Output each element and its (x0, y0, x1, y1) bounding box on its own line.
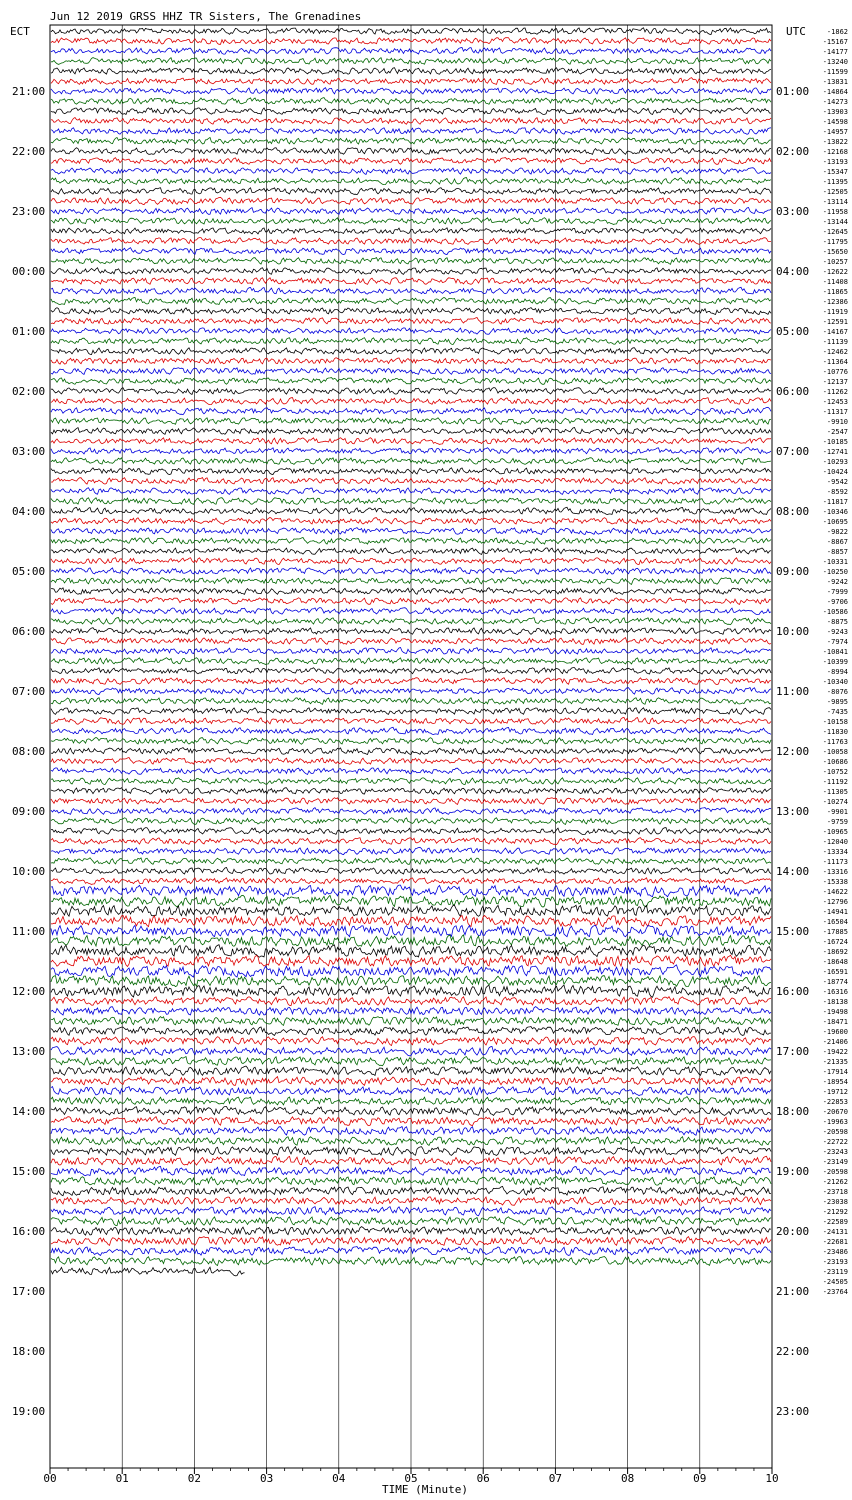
trace-offset-label: -14598 (822, 118, 848, 126)
trace-offset-label: -15347 (822, 168, 848, 176)
trace-offset-label: -9759 (826, 818, 848, 826)
trace-offset-label: -20598 (822, 1128, 848, 1136)
trace-offset-label: -23486 (822, 1248, 848, 1256)
trace-offset-label: -2547 (826, 428, 848, 436)
trace-offset-label: -10752 (822, 768, 848, 776)
right-hour-label: 09:00 (776, 565, 810, 578)
right-hour-label: 12:00 (776, 745, 810, 758)
trace-offset-label: -23119 (822, 1268, 848, 1276)
trace-offset-label: -13822 (822, 138, 848, 146)
trace-offset-label: -12168 (822, 148, 848, 156)
right-hour-label: 17:00 (776, 1045, 810, 1058)
left-hour-label: 02:00 (12, 385, 46, 398)
trace-offset-label: -11763 (822, 738, 848, 746)
trace-offset-label: -10274 (822, 798, 848, 806)
trace-offset-label: -10185 (822, 438, 848, 446)
trace-offset-label: -12040 (822, 838, 848, 846)
trace-offset-label: -17885 (822, 928, 848, 936)
trace-offset-label: -14941 (822, 908, 848, 916)
trace-offset-label: -14957 (822, 128, 848, 136)
trace-offset-label: -7435 (826, 708, 848, 716)
x-tick-label: 03 (259, 1472, 274, 1485)
trace-offset-label: -10586 (822, 608, 848, 616)
trace-offset-label: -22853 (822, 1098, 848, 1106)
trace-offset-label: -12591 (822, 318, 848, 326)
right-hour-label: 07:00 (776, 445, 810, 458)
right-hour-label: 13:00 (776, 805, 810, 818)
x-tick-label: 02 (187, 1472, 202, 1485)
trace-offset-label: -8867 (826, 538, 848, 546)
x-tick-label: 08 (620, 1472, 635, 1485)
left-hour-label: 13:00 (12, 1045, 46, 1058)
left-hour-label: 19:00 (12, 1405, 46, 1418)
trace-offset-label: -11139 (822, 338, 848, 346)
x-tick-label: 04 (332, 1472, 346, 1485)
trace-offset-label: -9895 (826, 698, 848, 706)
trace-offset-label: -13831 (822, 78, 848, 86)
trace-offset-label: -10424 (822, 468, 848, 476)
trace-offset-label: -13316 (822, 868, 848, 876)
right-hour-label: 11:00 (776, 685, 810, 698)
trace-offset-label: -11919 (822, 308, 848, 316)
trace-offset-label: -13193 (822, 158, 848, 166)
left-hour-label: 00:00 (12, 265, 46, 278)
trace-offset-label: -16504 (822, 918, 848, 926)
x-tick-label: 05 (404, 1472, 418, 1485)
trace-offset-label: -9910 (826, 418, 848, 426)
trace-offset-label: -10250 (822, 568, 848, 576)
left-hour-label: 11:00 (12, 925, 46, 938)
left-hour-label: 05:00 (12, 565, 46, 578)
trace-offset-label: -18692 (822, 948, 848, 956)
right-hour-label: 14:00 (776, 865, 810, 878)
trace-offset-label: -10340 (822, 678, 848, 686)
trace-offset-label: -11865 (822, 288, 848, 296)
right-hour-label: 21:00 (776, 1285, 810, 1298)
trace-offset-label: -16316 (822, 988, 848, 996)
trace-offset-label: -22722 (822, 1138, 848, 1146)
left-hour-label: 23:00 (12, 205, 46, 218)
left-timezone-label: ECT (10, 25, 30, 38)
trace-offset-label: -11173 (822, 858, 848, 866)
trace-offset-label: -20670 (822, 1108, 848, 1116)
right-hour-label: 06:00 (776, 385, 810, 398)
trace-offset-label: -21292 (822, 1208, 848, 1216)
trace-offset-label: -8076 (826, 688, 848, 696)
trace-offset-label: -19712 (822, 1088, 848, 1096)
trace-offset-label: -18648 (822, 958, 848, 966)
trace-offset-label: -13114 (822, 198, 848, 206)
trace-offset-label: -12462 (822, 348, 848, 356)
trace-offset-label: -13903 (822, 108, 848, 116)
trace-offset-label: -9822 (826, 528, 848, 536)
trace-offset-label: -16724 (822, 938, 848, 946)
right-hour-label: 04:00 (776, 265, 810, 278)
right-hour-label: 15:00 (776, 925, 810, 938)
trace-offset-label: -8994 (826, 668, 848, 676)
x-tick-label: 01 (115, 1472, 129, 1485)
right-hour-label: 03:00 (776, 205, 810, 218)
trace-offset-label: -10257 (822, 258, 848, 266)
trace-offset-label: -10965 (822, 828, 848, 836)
right-hour-label: 16:00 (776, 985, 810, 998)
trace-offset-label: -18471 (822, 1018, 848, 1026)
left-hour-label: 09:00 (12, 805, 46, 818)
trace-offset-label: -11958 (822, 208, 848, 216)
left-hour-label: 18:00 (12, 1345, 46, 1358)
left-hour-label: 01:00 (12, 325, 46, 338)
trace-offset-label: -13240 (822, 58, 848, 66)
trace-offset-label: -14273 (822, 98, 848, 106)
trace-offset-label: -8857 (826, 548, 848, 556)
trace-offset-label: -10686 (822, 758, 848, 766)
trace-offset-label: -18954 (822, 1078, 848, 1086)
trace-offset-label: -12622 (822, 268, 848, 276)
trace-offset-label: -12505 (822, 188, 848, 196)
trace-offset-label: -18138 (822, 998, 848, 1006)
trace-offset-label: -10399 (822, 658, 848, 666)
trace-offset-label: -10058 (822, 748, 848, 756)
trace-offset-label: -12796 (822, 898, 848, 906)
trace-offset-label: -23764 (822, 1288, 848, 1296)
right-hour-label: 08:00 (776, 505, 810, 518)
left-hour-label: 14:00 (12, 1105, 46, 1118)
right-hour-label: 10:00 (776, 625, 810, 638)
trace-offset-label: -23038 (822, 1198, 848, 1206)
trace-offset-label: -21262 (822, 1178, 848, 1186)
trace-offset-label: -19498 (822, 1008, 848, 1016)
trace-offset-label: -10346 (822, 508, 848, 516)
trace-offset-label: -11364 (822, 358, 848, 366)
left-hour-label: 07:00 (12, 685, 46, 698)
trace-offset-label: -12741 (822, 448, 848, 456)
left-hour-label: 04:00 (12, 505, 46, 518)
trace-offset-label: -11830 (822, 728, 848, 736)
trace-offset-label: -1862 (826, 28, 848, 36)
trace-offset-label: -11599 (822, 68, 848, 76)
x-tick-label: 07 (548, 1472, 563, 1485)
right-hour-label: 19:00 (776, 1165, 810, 1178)
trace-offset-label: -10841 (822, 648, 848, 656)
trace-offset-label: -11192 (822, 778, 848, 786)
trace-offset-label: -18774 (822, 978, 848, 986)
trace-offset-label: -14167 (822, 328, 848, 336)
trace-offset-label: -11305 (822, 788, 848, 796)
trace-offset-label: -11262 (822, 388, 848, 396)
right-timezone-label: UTC (786, 25, 806, 38)
left-hour-label: 03:00 (12, 445, 46, 458)
x-axis-label: TIME (Minute) (381, 1483, 469, 1496)
left-hour-label: 15:00 (12, 1165, 46, 1178)
trace-offset-label: -12453 (822, 398, 848, 406)
left-hour-label: 17:00 (12, 1285, 46, 1298)
x-tick-label: 10 (765, 1472, 779, 1485)
trace-offset-labels (823, 28, 848, 1296)
trace-offset-label: -14622 (822, 888, 848, 896)
right-hour-label: 01:00 (776, 85, 810, 98)
trace-offset-label: -10695 (822, 518, 848, 526)
right-hour-label: 20:00 (776, 1225, 810, 1238)
x-tick-label: 00 (43, 1472, 57, 1485)
trace-offset-label: -9706 (826, 598, 848, 606)
trace-offset-label: -9242 (826, 578, 848, 586)
chart-title: Jun 12 2019 GRSS HHZ TR Sisters, The Grenadines (50, 10, 362, 23)
trace-offset-label: -13334 (822, 848, 848, 856)
trace-offset-label: -10331 (822, 558, 848, 566)
trace-offset-label: -11817 (822, 498, 848, 506)
trace-offset-label: -12645 (822, 228, 848, 236)
trace-offset-label: -14177 (822, 48, 848, 56)
right-hour-label: 02:00 (776, 145, 810, 158)
trace-offset-label: -12137 (822, 378, 848, 386)
trace-offset-label: -22681 (822, 1238, 848, 1246)
trace-offset-label: -21406 (822, 1038, 848, 1046)
trace-offset-label: -19422 (822, 1048, 848, 1056)
trace-offset-label: -23193 (822, 1258, 848, 1266)
trace-offset-label: -9542 (826, 478, 848, 486)
left-hour-label: 08:00 (12, 745, 46, 758)
trace-offset-label: -9901 (826, 808, 848, 816)
x-tick-label: 09 (693, 1472, 707, 1485)
trace-offset-label: -11408 (822, 278, 848, 286)
trace-offset-label: -15338 (822, 878, 848, 886)
trace-offset-label: -12386 (822, 298, 848, 306)
right-hour-label: 18:00 (776, 1105, 810, 1118)
trace-offset-label: -7999 (826, 588, 848, 596)
trace-offset-label: -9243 (826, 628, 848, 636)
trace-offset-label: -24505 (822, 1278, 848, 1286)
left-hour-label: 22:00 (12, 145, 46, 158)
trace-offset-label: -23149 (822, 1158, 848, 1166)
trace-offset-label: -15650 (822, 248, 848, 256)
trace-offset-label: -8875 (826, 618, 848, 626)
trace-offset-label: -10776 (822, 368, 848, 376)
trace-offset-label: -11395 (822, 178, 848, 186)
trace-offset-label: -17914 (822, 1068, 848, 1076)
x-tick-label: 06 (476, 1472, 490, 1485)
left-hour-label: 21:00 (12, 85, 46, 98)
right-hour-label: 22:00 (776, 1345, 810, 1358)
right-hour-label: 23:00 (776, 1405, 810, 1418)
trace-offset-label: -10293 (822, 458, 848, 466)
trace-offset-label: -19963 (822, 1118, 848, 1126)
trace-offset-label: -21335 (822, 1058, 848, 1066)
trace-offset-label: -7974 (826, 638, 848, 646)
trace-offset-label: -22589 (822, 1218, 848, 1226)
trace-offset-label: -16591 (822, 968, 848, 976)
trace-offset-label: -13144 (822, 218, 848, 226)
trace-offset-label: -14864 (822, 88, 848, 96)
trace-offset-label: -10158 (822, 718, 848, 726)
trace-offset-label: -24131 (822, 1228, 848, 1236)
trace-offset-label: -8592 (826, 488, 848, 496)
trace-offset-label: -23243 (822, 1148, 848, 1156)
left-hour-label: 16:00 (12, 1225, 46, 1238)
trace-offset-label: -11795 (822, 238, 848, 246)
trace-offset-label: -23718 (822, 1188, 848, 1196)
right-hour-label: 05:00 (776, 325, 810, 338)
trace-offset-label: -19600 (822, 1028, 848, 1036)
trace-offset-label: -15167 (822, 38, 848, 46)
left-hour-label: 12:00 (12, 985, 46, 998)
trace-offset-label: -11317 (822, 408, 848, 416)
left-hour-label: 06:00 (12, 625, 46, 638)
trace-offset-label: -20598 (822, 1168, 848, 1176)
left-hour-label: 10:00 (12, 865, 46, 878)
